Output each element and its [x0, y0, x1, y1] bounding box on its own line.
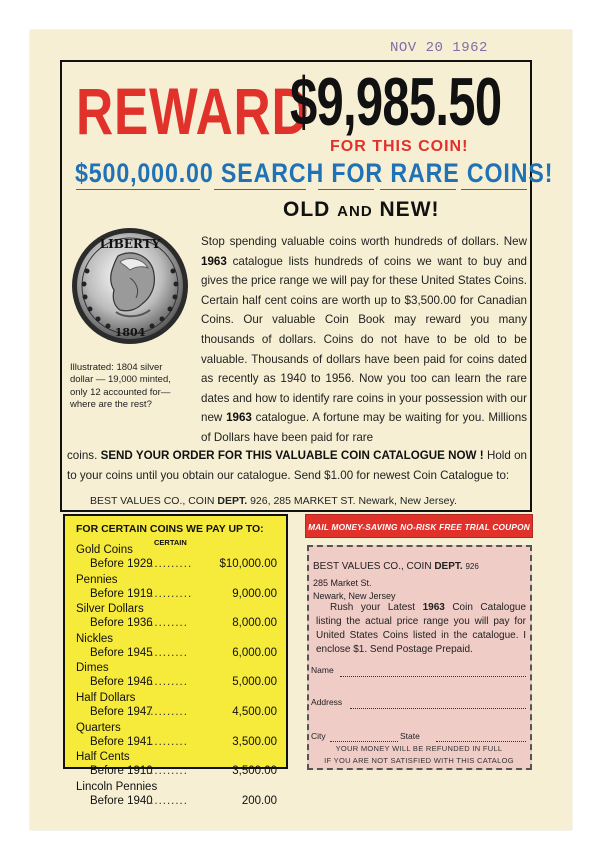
coupon-city-field[interactable]	[330, 741, 398, 742]
coupon-name-label: Name	[311, 665, 334, 675]
coupon-state-field[interactable]	[436, 741, 526, 742]
price-list-coin-price: 6,000.00	[232, 646, 277, 659]
coupon-city-label: City	[311, 731, 326, 741]
address-city: Newark, New Jersey.	[355, 495, 457, 507]
body-year: 1963	[201, 254, 227, 268]
and-word: AND	[337, 203, 373, 220]
price-list-leader-dots: ..........	[146, 706, 188, 718]
coin-year: 1804	[114, 326, 146, 339]
price-list-coin-name: Half Dollars	[76, 692, 136, 704]
illustration-caption: Illustrated: 1804 silver dollar — 19,000 minted, only 12 accounted for— where are the rest?	[70, 362, 171, 411]
price-list-leader-dots: ..........	[146, 676, 188, 689]
price-list-coin-name: Lincoln Pennies	[76, 780, 158, 793]
coupon-name-field[interactable]	[340, 676, 526, 677]
price-list-leader-dots: ...........	[146, 558, 193, 570]
coin-legend: LIBERTY	[99, 237, 161, 251]
price-list-coin-name: Dimes	[76, 662, 109, 675]
coupon-guarantee-line-2: IF YOU ARE NOT SATISFIED WITH THIS CATALOG	[324, 756, 514, 765]
search-underline	[461, 189, 527, 190]
price-list-leader-dots: ..........	[146, 765, 188, 778]
price-list-coin-date: Before 1947	[90, 706, 153, 718]
old-word: OLD	[283, 198, 331, 221]
coupon-text	[316, 601, 526, 657]
price-list-coin-date: Before 1945	[90, 646, 153, 659]
price-list-coin-date: Before 1941	[90, 735, 153, 748]
search-underline	[214, 189, 306, 190]
date-stamp: NOV 20 1962	[390, 40, 488, 56]
price-list-leader-dots: ...........	[146, 587, 193, 600]
body-paragraph	[201, 232, 527, 448]
body-text: Hold on to your coins until you obtain our catalogue. Send $1.00 for newest Coin Catalogue to:	[67, 449, 527, 482]
mailing-address	[90, 495, 457, 507]
reward-headline: REWARD	[76, 74, 310, 148]
coupon-company-line	[313, 561, 479, 572]
order-now-text: SEND YOUR ORDER FOR THIS VALUABLE COIN CATALOGUE NOW !	[100, 449, 484, 462]
body-year: 1963	[226, 411, 252, 425]
silver-dollar-coin-image	[70, 226, 190, 346]
body-text: coins.	[67, 449, 101, 462]
address-dept-number: 926,	[247, 495, 274, 507]
coupon-text-part: Coin Catalogue listing the actual price range you will pay for United States Coins listed in the catalogue. I enclose $1. Send Postage Prepaid.	[316, 602, 527, 655]
price-list-coin-price: 3,500.00	[232, 735, 277, 748]
body-paragraph-continued	[67, 446, 527, 485]
price-list-coin-price: 8,000.00	[232, 617, 277, 630]
price-list-coin-date: Before 1936	[90, 617, 153, 630]
price-list-title: FOR CERTAIN COINS WE PAY UP TO:	[76, 523, 264, 535]
coupon-company: BEST VALUES CO., COIN	[313, 561, 435, 572]
price-list-leader-dots: ..........	[146, 646, 188, 659]
coupon-city: Newark, New Jersey	[313, 591, 396, 601]
body-text: catalogue. A fortune may be waiting for you. Millions of Dollars have been paid for rare	[201, 411, 527, 444]
price-list-coin-date: Before 1929	[90, 558, 153, 570]
search-underline	[76, 189, 200, 190]
coupon-state-label: State	[400, 731, 420, 741]
price-list-subtitle: CERTAIN	[154, 538, 187, 547]
coupon-street: 285 Market St.	[313, 578, 372, 588]
coupon-address-label: Address	[311, 697, 343, 707]
coupon-dept-number: 926	[465, 562, 479, 571]
price-list-coin-price: 9,000.00	[232, 587, 277, 600]
price-list-coin-date: Before 1910	[90, 765, 153, 778]
price-list-leader-dots: ..........	[146, 617, 188, 630]
for-this-coin-text: FOR THIS COIN!	[330, 138, 469, 155]
new-word: NEW!	[379, 198, 440, 221]
address-street: 285 MARKET ST.	[273, 495, 356, 507]
price-list-coin-price: 4,500.00	[232, 706, 277, 718]
price-list-coin-price: 5,000.00	[232, 676, 277, 689]
price-list-coin-name: Silver Dollars	[76, 603, 144, 616]
coupon-text-part: Rush your Latest	[330, 602, 423, 613]
price-list-leader-dots: ..........	[146, 794, 188, 807]
coupon-guarantee-line-1: YOUR MONEY WILL BE REFUNDED IN FULL	[335, 744, 503, 753]
price-list-coin-price: 200.00	[241, 794, 277, 807]
price-list-coin-name: Quarters	[76, 721, 121, 734]
coupon-dept: DEPT.	[434, 561, 463, 572]
price-list-leader-dots: ..........	[146, 735, 188, 748]
price-list-coin-name: Nickles	[76, 632, 114, 645]
price-list-coin-price: 3,500.00	[232, 765, 277, 778]
price-list-coin-date: Before 1946	[90, 676, 153, 689]
price-list-coin-name: Half Cents	[76, 751, 130, 764]
price-list-coin-name: Gold Coins	[76, 544, 133, 556]
reward-amount: $9,985.50	[290, 64, 502, 140]
price-list-coin-price: $10,000.00	[219, 558, 277, 570]
address-dept: DEPT.	[217, 495, 248, 507]
coupon-address-field[interactable]	[350, 708, 526, 709]
price-list-coin-date: Before 1919	[90, 587, 153, 600]
address-company: BEST VALUES CO., COIN	[90, 495, 218, 507]
coupon-banner: MAIL MONEY-SAVING NO-RISK FREE TRIAL COUPON	[305, 514, 533, 538]
body-text: Stop spending valuable coins worth hundreds of dollars. New	[201, 235, 527, 248]
price-list-coin-date: Before 1940	[90, 794, 153, 807]
old-and-new-heading	[283, 198, 440, 222]
search-headline: $500,000.00 SEARCH FOR RARE COINS!	[75, 158, 554, 188]
coupon-year: 1963	[422, 602, 445, 613]
body-text: catalogue lists hundreds of coins we want to buy and gives the price range we will pay for these United States Coins. Certain half cent coins are worth up to $3,500.00 for Canadian Coins. Our valuable Coin Book may reward you many thousands of dollars. Coins do not have to be old to be valuable. Thousands of dollars have been paid for coins dated as recently as 1940 to 1956. Now you too can learn the rare dates and how to identify rare coins in your possession with our new	[201, 254, 527, 425]
search-underline	[380, 189, 456, 190]
price-list-coin-name: Pennies	[76, 573, 118, 586]
search-underline	[318, 189, 374, 190]
